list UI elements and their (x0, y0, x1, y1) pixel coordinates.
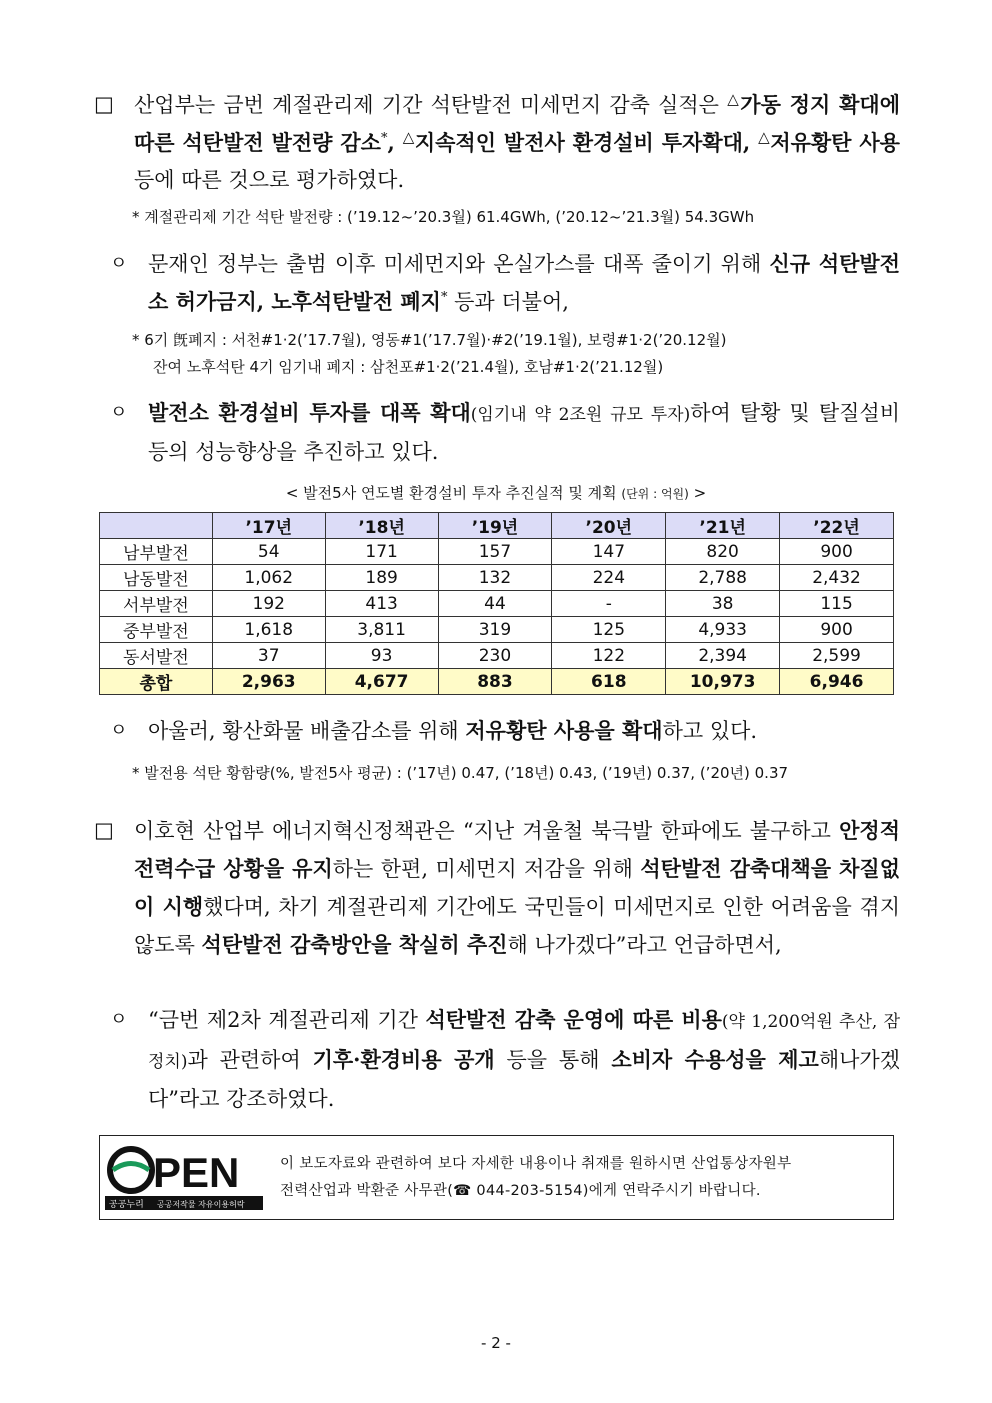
subpoint-2: ㅇ 발전소 환경설비 투자를 대폭 확대(임기내 약 2조원 규모 투자)하여 탈황 및 탈질설비 등의 성능향상을 추진하고 있다. (110, 394, 900, 471)
footnote-retired: * 6기 旣폐지 : 서천#1·2(’17.7월), 영동#1(’17.7월)·#2(’19.1월), 보령#1·2(’20.12월) (132, 331, 727, 349)
total-cell: 6,946 (780, 669, 894, 695)
value-cell: 122 (552, 643, 666, 669)
value-cell: 189 (325, 565, 438, 591)
table-caption: < 발전5사 연도별 환경설비 투자 추진실적 및 계획 (단위 : 억원) > (285, 484, 707, 502)
value-cell: 1,062 (212, 565, 325, 591)
value-cell: 413 (325, 591, 438, 617)
contact-line-1: 이 보도자료와 관련하여 보다 자세한 내용이나 취재를 원하시면 산업통상자원부 (280, 1156, 792, 1172)
subpoint-1: ㅇ 문재인 정부는 출범 이후 미세먼지와 온실가스를 대폭 줄이기 위해 신규 석탄발전소 허가금지, 노후석탄발전 폐지* 등과 더불어, (110, 245, 900, 321)
value-cell: 171 (325, 539, 438, 565)
company-cell: 동서발전 (100, 643, 213, 669)
value-cell: 1,618 (212, 617, 325, 643)
circle-bullet: ㅇ (110, 720, 128, 741)
paragraph-1: □ 산업부는 금번 계절관리제 기간 석탄발전 미세먼지 감축 실적은 △가동 정지 확대에 따른 석탄발전 발전량 감소*, △지속적인 발전사 환경설비 투자확대, △저유황탄 사용 등에 따른 것으로 평가하였다. (94, 86, 900, 199)
total-cell: 4,677 (325, 669, 438, 695)
value-cell: 2,432 (780, 565, 894, 591)
table-row (100, 643, 894, 669)
value-cell: 38 (666, 591, 780, 617)
company-cell: 중부발전 (100, 617, 213, 643)
header-cell: ’17년 (212, 513, 325, 539)
triangle-marker: △ (402, 128, 415, 146)
value-cell: 115 (780, 591, 894, 617)
value-cell: 2,788 (666, 565, 780, 591)
open-logo-sub2: 공공저작물 자유이용허락 (157, 1200, 245, 1209)
total-cell: 10,973 (666, 669, 780, 695)
open-logo-text: PEN (153, 1149, 240, 1196)
triangle-marker: △ (727, 90, 741, 108)
value-cell: 4,933 (666, 617, 780, 643)
footnote-sulfur: * 발전용 석탄 황함량(%, 발전5사 평균) : (’17년) 0.47, (’18년) 0.43, (’19년) 0.37, (’20년) 0.37 (132, 764, 789, 782)
table-row (100, 591, 894, 617)
value-cell: 125 (552, 617, 666, 643)
value-cell: 900 (780, 539, 894, 565)
table-header-row (100, 513, 894, 539)
value-cell: 37 (212, 643, 325, 669)
header-cell: ’21년 (666, 513, 780, 539)
contact-text (280, 1151, 791, 1205)
value-cell: 147 (552, 539, 666, 565)
company-cell: 남동발전 (100, 565, 213, 591)
paragraph-2: □ 이호현 산업부 에너지혁신정책관은 “지난 겨울철 북극발 한파에도 불구하고 안정적 전력수급 상황을 유지하는 한편, 미세먼지 저감을 위해 석탄발전 감축대책을 차질없이 시행했다며, 차기 계절관리제 기간에도 국민들이 미세먼지로 인한 어려움을 겪지 않도록 석탄발전 감축방안을 착실히 추진해 나가겠다”라고 언급하면서, (94, 812, 900, 964)
table-row (100, 565, 894, 591)
value-cell: 820 (666, 539, 780, 565)
total-cell: 2,963 (212, 669, 325, 695)
company-cell: 서부발전 (100, 591, 213, 617)
header-cell: ’20년 (552, 513, 666, 539)
value-cell: 230 (438, 643, 552, 669)
subpoint-4: ㅇ “금번 제2차 계절관리제 기간 석탄발전 감축 운영에 따른 비용(약 1,200억원 추산, 잠정치)과 관련하여 기후·환경비용 공개 등을 통해 소비자 수용성을 제고해나가겠다”라고 강조하였다. (110, 1001, 900, 1118)
value-cell: 192 (212, 591, 325, 617)
footnote-generation: * 계절관리제 기간 석탄 발전량 : (’19.12~’20.3월) 61.4GWh, (’20.12~’21.3월) 54.3GWh (132, 208, 755, 226)
table-total-row (100, 669, 894, 695)
value-cell: 54 (212, 539, 325, 565)
page-number: - 2 - (481, 1334, 511, 1352)
header-cell: ’22년 (780, 513, 894, 539)
contact-box (99, 1135, 894, 1220)
footnote-remaining: 잔여 노후석탄 4기 임기내 폐지 : 삼천포#1·2(’21.4월), 호남#1·2(’21.12월) (153, 358, 664, 376)
value-cell: 44 (438, 591, 552, 617)
header-cell: ’19년 (438, 513, 552, 539)
value-cell: 93 (325, 643, 438, 669)
total-cell: 618 (552, 669, 666, 695)
triangle-marker: △ (758, 128, 771, 146)
open-license-logo (105, 1143, 263, 1213)
table-row (100, 539, 894, 565)
circle-bullet: ㅇ (110, 1009, 128, 1030)
square-bullet: □ (94, 92, 114, 116)
company-cell: 남부발전 (100, 539, 213, 565)
table-row (100, 617, 894, 643)
total-cell: 883 (438, 669, 552, 695)
header-cell: ’18년 (325, 513, 438, 539)
subpoint-3: ㅇ 아울러, 황산화물 배출감소를 위해 저유황탄 사용을 확대하고 있다. (110, 712, 900, 750)
value-cell: 132 (438, 565, 552, 591)
value-cell: 2,599 (780, 643, 894, 669)
value-cell: 157 (438, 539, 552, 565)
value-cell: 3,811 (325, 617, 438, 643)
open-logo-sub1: 공공누리 (109, 1200, 144, 1210)
value-cell: 224 (552, 565, 666, 591)
value-cell: 900 (780, 617, 894, 643)
value-cell: 319 (438, 617, 552, 643)
investment-table (99, 512, 894, 695)
square-bullet: □ (94, 818, 114, 842)
contact-line-2: 전력산업과 박환준 사무관(☎ 044-203-5154)에게 연락주시기 바랍니다. (280, 1183, 761, 1199)
circle-bullet: ㅇ (110, 402, 128, 423)
value-cell: 2,394 (666, 643, 780, 669)
total-label-cell: 총합 (100, 669, 213, 695)
circle-bullet: ㅇ (110, 253, 128, 274)
header-cell (100, 513, 213, 539)
value-cell: - (552, 591, 666, 617)
